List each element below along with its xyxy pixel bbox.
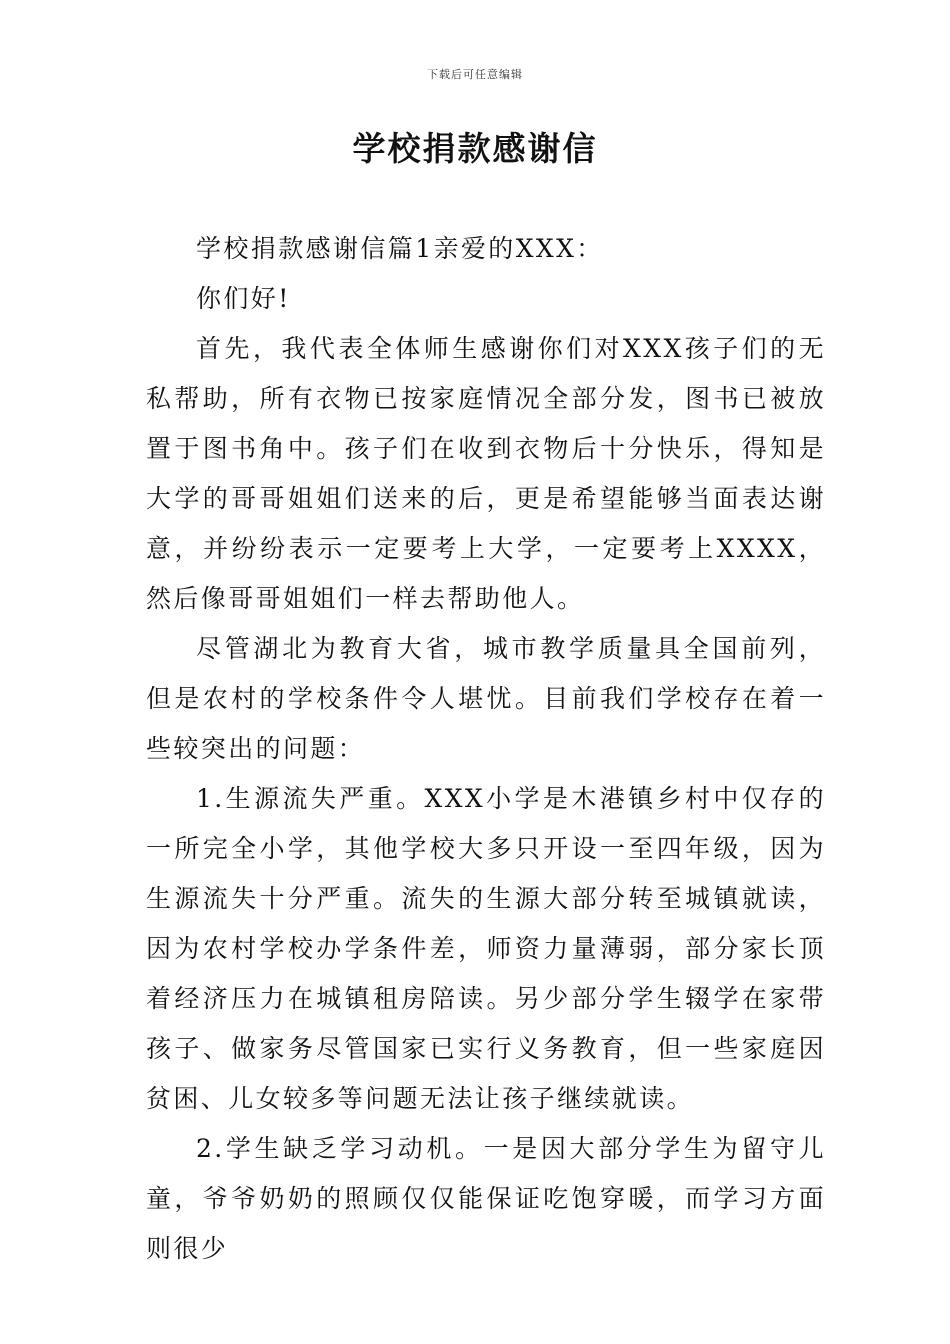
document-body	[146, 224, 826, 1274]
document-title: 学校捐款感谢信	[352, 129, 598, 168]
body-paragraph: 学校捐款感谢信篇1亲爱的XXX：	[196, 234, 604, 263]
body-paragraph: 1.生源流失严重。XXX小学是木港镇乡村中仅存的一所完全小学，其他学校大多只开设一至四年级，因为生源流失十分严重。流失的生源大部分转至城镇就读，因为农村学校办学条件差，师资力量薄弱，部分家长顶着经济压力在城镇租房陪读。另少部分学生辍学在家带孩子、做家务尽管国家已实行义务教育，但一些家庭因贫困、儿女较多等问题无法让孩子继续就读。	[146, 784, 826, 1113]
body-paragraph: 首先，我代表全体师生感谢你们对XXX孩子们的无私帮助，所有衣物已按家庭情况全部分发，图书已被放置于图书角中。孩子们在收到衣物后十分快乐，得知是大学的哥哥姐姐们送来的后，更是希望能够当面表达谢意，并纷纷表示一定要考上大学，一定要考上XXXX，然后像哥哥姐姐们一样去帮助他人。	[146, 334, 826, 613]
header-note: 下载后可任意编辑	[427, 68, 523, 81]
body-paragraph: 2.学生缺乏学习动机。一是因大部分学生为留守儿童，爷爷奶奶的照顾仅仅能保证吃饱穿暖，而学习方面则很少	[146, 1134, 826, 1263]
body-paragraph: 你们好!	[196, 284, 291, 313]
body-paragraph: 尽管湖北为教育大省，城市教学质量具全国前列，但是农村的学校条件令人堪忧。目前我们学校存在着一些较突出的问题：	[146, 634, 826, 763]
